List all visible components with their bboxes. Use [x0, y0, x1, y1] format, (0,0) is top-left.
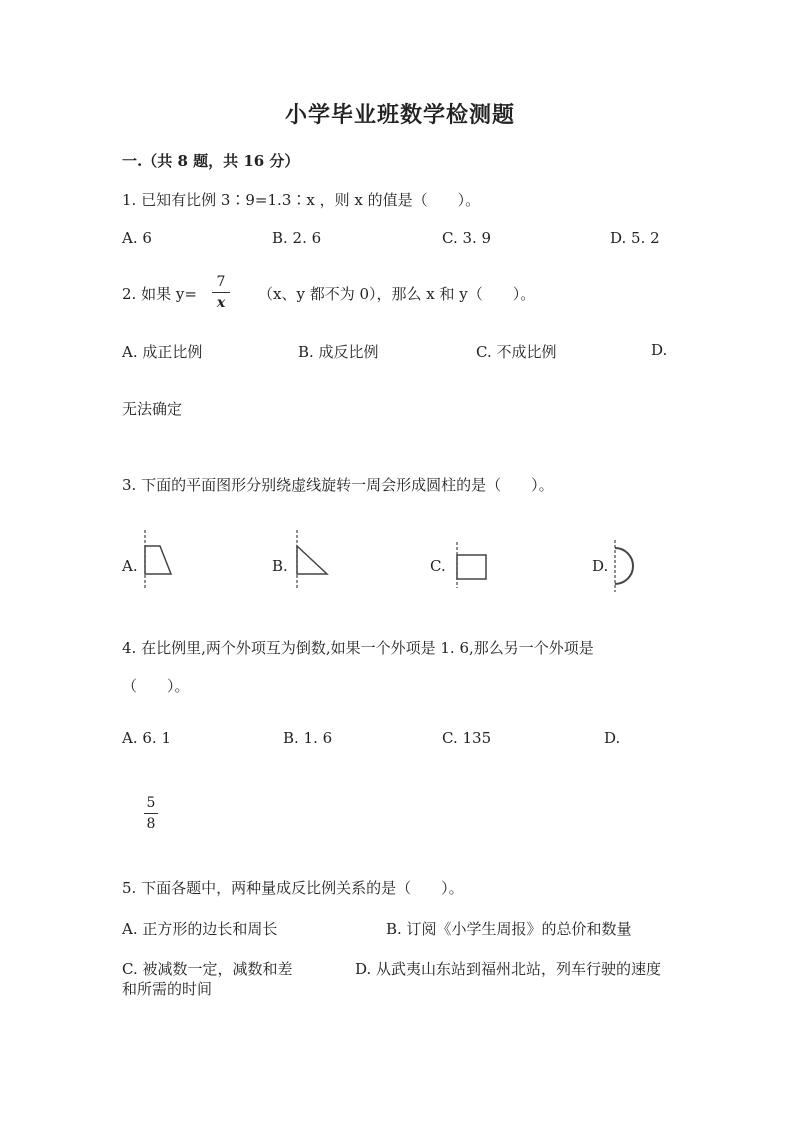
question-1-stem: 1. 已知有比例 3∶9=1.3∶x ，则 x 的值是（ ）。: [122, 191, 481, 209]
question-4-option-d-fraction: [144, 795, 158, 832]
question-2-fraction: [212, 274, 230, 311]
question-4-option-d: D.: [604, 729, 621, 747]
question-5-option-c-line-1: C. 被减数一定，减数和差: [122, 960, 293, 978]
question-2-option-d-text: 无法确定: [122, 400, 183, 418]
question-1-option-d: D. 5. 2: [610, 229, 660, 247]
question-1-option-a: A. 6: [122, 229, 152, 247]
question-4-stem-line-2: （ ）。: [122, 677, 190, 695]
section-heading: 一.（共 8 题，共 16 分）: [122, 152, 300, 170]
page-title: 小学毕业班数学检测题: [284, 102, 515, 128]
triangle-icon: [290, 528, 332, 592]
question-5-stem: 5. 下面各题中，两种量成反比例关系的是（ ）。: [122, 879, 464, 897]
trapezoid-icon: [138, 528, 178, 592]
fraction-bar: [212, 292, 230, 293]
question-2-option-b: B. 成反比例: [298, 343, 379, 361]
question-4-option-b: B. 1. 6: [283, 729, 333, 747]
question-4-stem-line-1: 4. 在比例里,两个外项互为倒数,如果一个外项是 1. 6,那么另一个外项是: [122, 639, 594, 657]
fraction-denominator: 8: [146, 816, 156, 832]
question-5-option-c-line-2: 和所需的时间: [122, 980, 213, 998]
question-2-option-a: A. 成正比例: [122, 343, 203, 361]
question-4-option-a: A. 6. 1: [122, 729, 171, 747]
question-3-option-b: B.: [272, 557, 288, 575]
question-3-option-d: D.: [592, 557, 609, 575]
question-5-option-d: D. 从武夷山东站到福州北站，列车行驶的速度: [355, 960, 662, 978]
fraction-bar: [144, 813, 158, 814]
question-2-option-c: C. 不成比例: [476, 343, 557, 361]
fraction-numerator: 7: [216, 274, 226, 290]
question-2-option-d: D.: [651, 341, 668, 359]
fraction-denominator: x: [216, 295, 226, 311]
question-5-option-b: B. 订阅《小学生周报》的总价和数量: [386, 920, 632, 938]
question-2-suffix: （x、y 都不为 0），那么 x 和 y（ ）。: [258, 285, 536, 303]
question-1-option-c: C. 3. 9: [442, 229, 492, 247]
question-3-stem: 3. 下面的平面图形分别绕虚线旋转一周会形成圆柱的是（ ）。: [122, 476, 554, 494]
semicircle-icon: [608, 538, 638, 594]
question-3-option-a: A.: [122, 557, 138, 575]
fraction-numerator: 5: [146, 795, 156, 811]
question-1-option-b: B. 2. 6: [272, 229, 322, 247]
question-3-option-c: C.: [430, 557, 446, 575]
rectangle-icon: [450, 540, 492, 590]
question-4-option-c: C. 135: [442, 729, 492, 747]
question-2-prefix: 2. 如果 y=: [122, 285, 197, 303]
question-5-option-a: A. 正方形的边长和周长: [122, 920, 278, 938]
